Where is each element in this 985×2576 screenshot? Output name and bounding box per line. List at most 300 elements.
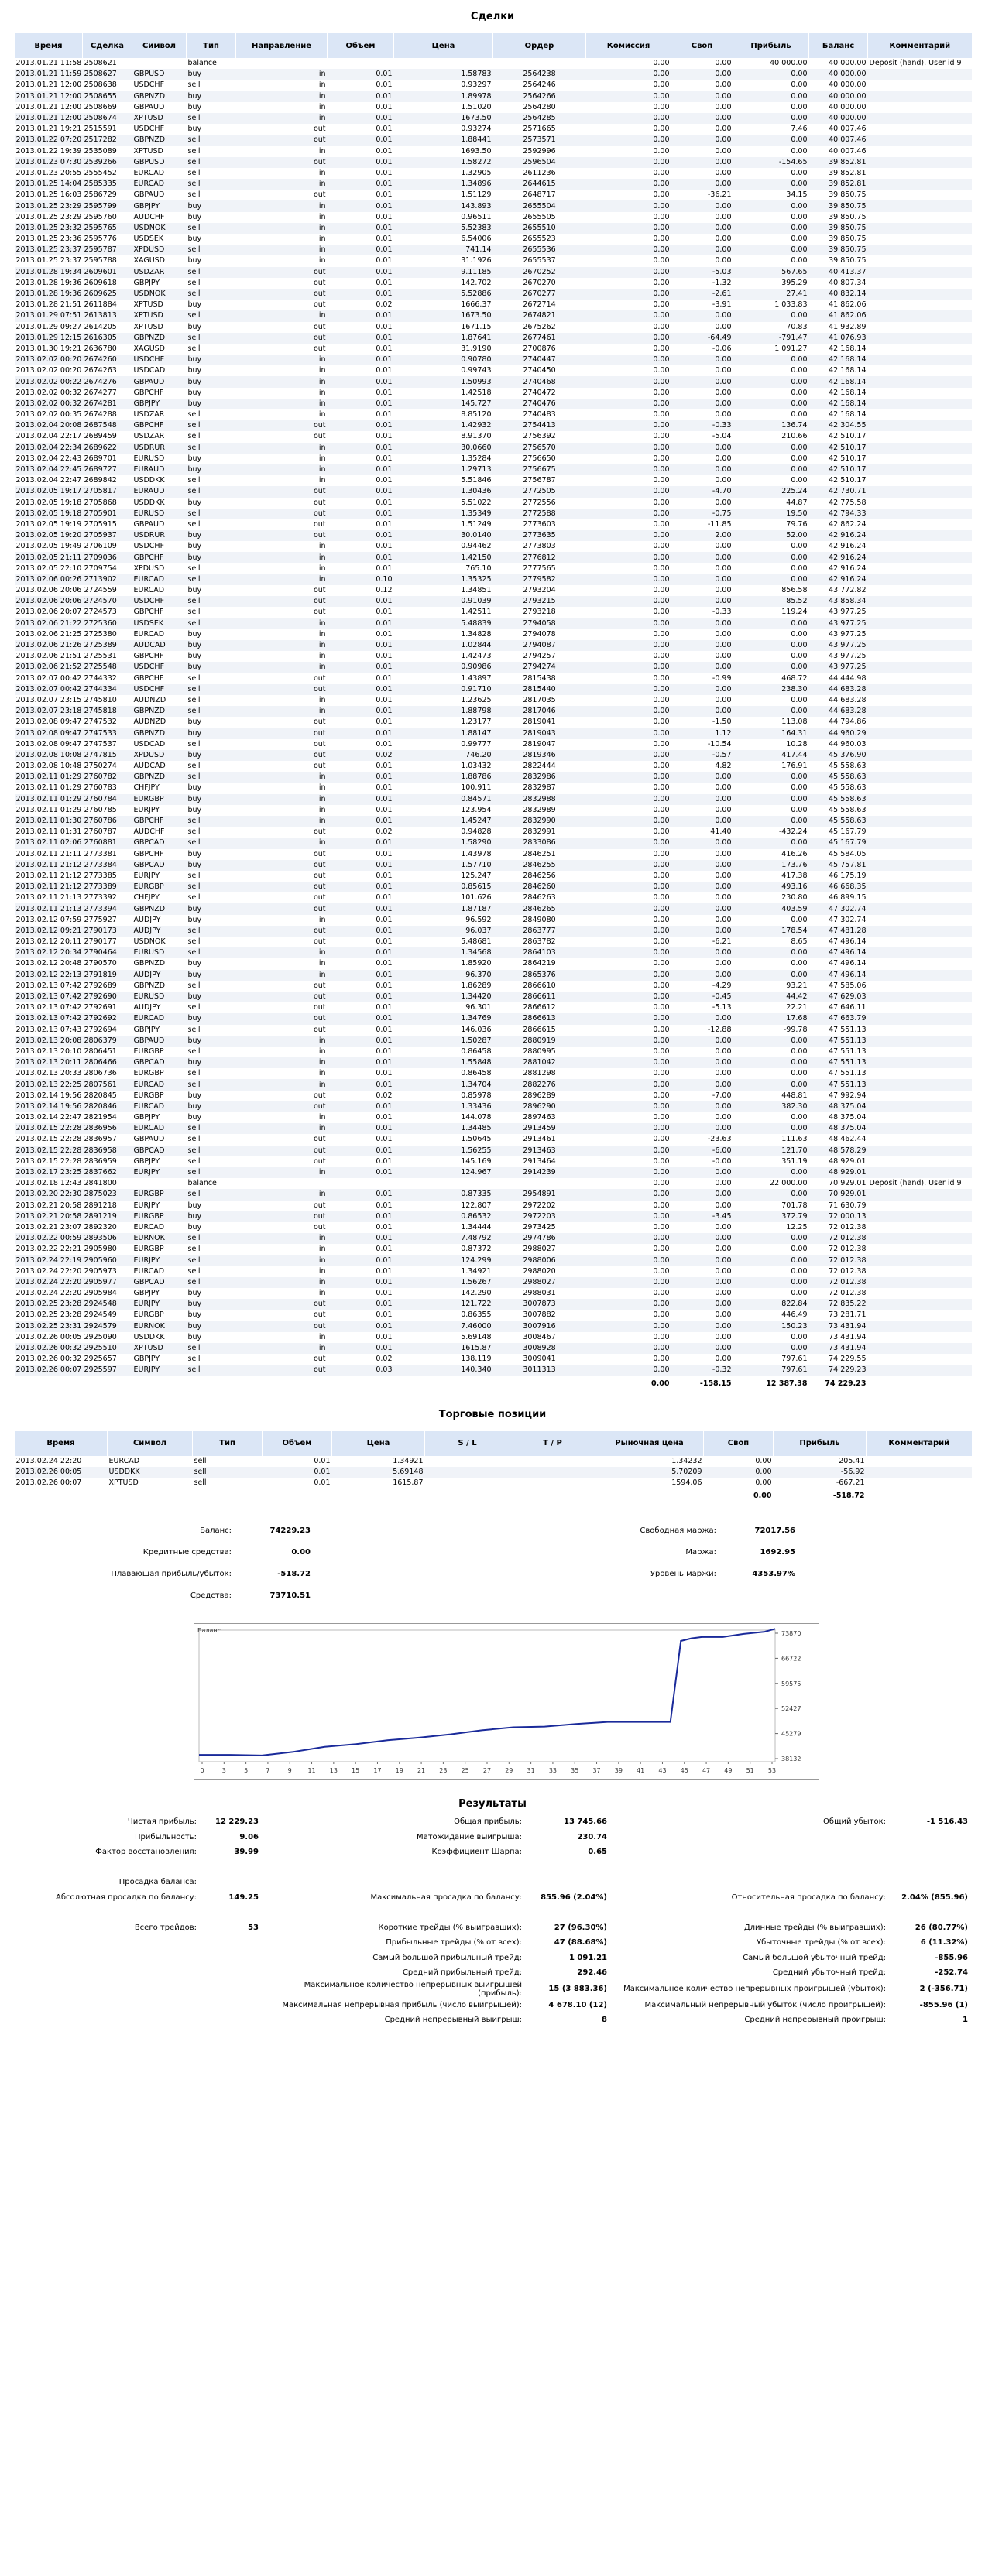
deal-cell: 0.00	[733, 970, 809, 981]
deal-cell: in	[236, 970, 328, 981]
deal-cell: 2689622	[83, 443, 132, 454]
deal-cell: EURJPY	[132, 1167, 187, 1178]
deal-cell	[868, 168, 972, 179]
deal-cell: 72 012.38	[809, 1255, 868, 1266]
deal-cell: 2508655	[83, 91, 132, 102]
deal-cell: 2866615	[523, 1025, 556, 1034]
deals-col-header[interactable]: Цена	[394, 33, 493, 58]
deals-col-header[interactable]: Прибыль	[733, 33, 809, 58]
deal-cell: 3007882	[523, 1310, 556, 1320]
results-label	[14, 2012, 200, 2028]
deal-cell: sell	[187, 1189, 236, 1200]
deal-row	[15, 255, 972, 266]
deal-row	[15, 267, 972, 278]
deal-cell: 73 431.94	[829, 1332, 867, 1341]
positions-col-header[interactable]: Объем	[263, 1431, 332, 1456]
deal-cell: sell	[187, 684, 236, 695]
deal-cell: 0.01	[376, 805, 393, 814]
deal-cell: 0.00	[733, 838, 809, 848]
deal-cell: 34.15	[786, 190, 808, 200]
deal-cell	[868, 486, 972, 497]
deal-cell	[868, 673, 972, 684]
results-label: Максимальное количество непрерывных проигрышей (убыток):	[623, 1985, 886, 1994]
deal-cell: EURCAD	[132, 1101, 187, 1112]
deal-cell: EURAUD	[132, 486, 187, 497]
deal-cell: in	[236, 223, 328, 234]
deal-cell: 1.34485	[394, 1123, 493, 1134]
margin-value: 1692.95	[760, 1547, 795, 1557]
deal-cell: 0.01	[376, 519, 393, 529]
deal-cell: buy	[187, 805, 202, 814]
deal-cell: XPTUSD	[132, 113, 187, 124]
deal-cell: EURGBP	[133, 1069, 164, 1078]
positions-col-header[interactable]: Символ	[108, 1431, 193, 1456]
deal-cell: 2013.02.15 22:28	[15, 1135, 82, 1144]
deal-cell: 2744332	[84, 673, 117, 683]
deals-total-commission: 0.00	[586, 1376, 671, 1392]
deal-row	[15, 1178, 972, 1189]
deal-row	[15, 871, 972, 882]
position-row	[15, 1467, 972, 1478]
deal-cell: sell	[187, 157, 236, 168]
deal-row	[15, 838, 972, 848]
deals-col-header[interactable]: Тип	[187, 33, 236, 58]
deal-cell: out	[236, 1365, 328, 1375]
deal-cell: buy	[187, 300, 202, 310]
deal-cell: 0.93297	[461, 80, 492, 90]
positions-col-header[interactable]: Прибыль	[774, 1431, 867, 1456]
deal-cell: 0.00	[671, 1013, 733, 1024]
deal-cell: 4.82	[715, 762, 732, 771]
deal-cell: buy	[187, 1332, 202, 1341]
deal-cell: 0.01	[376, 1201, 393, 1210]
deal-cell: AUDCAD	[133, 762, 166, 771]
deal-cell: 0.01	[376, 256, 393, 265]
deal-cell: 22 000.00	[770, 1179, 808, 1188]
deal-cell: USDNOK	[132, 223, 187, 234]
deal-cell: 3008467	[523, 1332, 556, 1341]
deal-cell: buy	[187, 1201, 202, 1210]
positions-col-header[interactable]: S / L	[425, 1431, 510, 1456]
deal-cell: buy	[187, 1013, 236, 1024]
deal-cell: 0.00	[653, 1266, 670, 1276]
deal-cell: 2674281	[83, 399, 132, 409]
deals-col-header[interactable]: Комиссия	[586, 33, 671, 58]
deal-cell: out	[313, 608, 326, 617]
deal-cell: 2819043	[493, 728, 586, 738]
deals-col-header[interactable]: Ордер	[493, 33, 586, 58]
deals-col-header[interactable]: Направление	[236, 33, 328, 58]
deal-cell: 0.00	[653, 344, 670, 353]
deal-cell: 2013.02.02 00:35	[15, 410, 82, 420]
x-tick-label: 47	[702, 1767, 711, 1775]
deal-cell: 2760783	[84, 783, 117, 793]
results-row	[14, 1860, 971, 1875]
deal-cell: in	[318, 235, 326, 244]
deal-cell: -0.57	[671, 750, 733, 761]
deal-row	[15, 102, 972, 113]
deal-cell: 0.00	[791, 1069, 808, 1078]
deal-cell: Deposit (hand). User id 9	[869, 1179, 962, 1188]
results-value: 2 (-356.71)	[919, 1985, 968, 1994]
deal-cell	[868, 322, 972, 333]
deal-cell: 0.01	[328, 355, 394, 365]
deal-cell: 2013.02.04 22:17	[15, 432, 82, 441]
deal-cell: 39 850.75	[829, 235, 867, 244]
deal-cell: GBPCHF	[132, 552, 187, 563]
deal-cell: EURJPY	[132, 1299, 187, 1310]
deal-cell: 0.00	[586, 882, 671, 892]
deal-cell: 0.00	[733, 1123, 809, 1134]
deal-cell: 0.01	[328, 376, 394, 387]
deal-cell: 2508674	[83, 113, 132, 124]
x-tick-label: 45	[680, 1767, 688, 1775]
deal-cell: 2636780	[84, 344, 117, 353]
deal-cell: 0.00	[653, 893, 670, 903]
deal-cell: sell	[187, 344, 201, 353]
deal-row	[15, 212, 972, 223]
position-cell: 0.01	[314, 1456, 331, 1465]
deal-cell: 1.86289	[461, 981, 492, 990]
positions-col-header[interactable]: Тип	[193, 1431, 263, 1456]
deal-cell: 2013.01.29 12:15	[15, 333, 83, 344]
deal-cell: sell	[187, 278, 201, 287]
deals-col-header[interactable]: Время	[15, 33, 83, 58]
deal-row	[15, 1002, 972, 1013]
deal-cell	[868, 903, 972, 914]
deal-cell: 73 281.71	[829, 1310, 867, 1320]
deal-row	[15, 1025, 972, 1036]
deal-cell: 2705817	[83, 486, 132, 497]
deal-cell: buy	[187, 992, 236, 1002]
deal-cell: 2613813	[83, 310, 132, 321]
positions-col-header[interactable]: Время	[15, 1431, 108, 1456]
deal-cell: 0.00	[586, 1057, 671, 1068]
y-tick-label: 52427	[781, 1705, 801, 1713]
deal-cell: USDZAR	[133, 432, 165, 441]
deal-cell: 2896289	[523, 1091, 556, 1100]
deal-cell: 2773603	[523, 519, 556, 529]
deal-cell: 1.42518	[461, 388, 492, 397]
deal-row	[15, 530, 972, 541]
deal-cell: 2013.01.30 19:21	[15, 344, 82, 353]
deal-row	[15, 816, 972, 827]
deal-cell: 2896290	[493, 1101, 586, 1112]
deal-row	[15, 1046, 972, 1057]
deal-cell: 0.00	[791, 805, 808, 814]
position-cell	[510, 1456, 595, 1467]
deal-cell: sell	[187, 1025, 201, 1034]
deal-cell: 0.00	[791, 146, 808, 156]
deal-cell: 2013.02.05 19:18	[15, 509, 83, 519]
deal-cell: 0.85978	[461, 1091, 492, 1100]
deal-cell	[868, 783, 972, 793]
deals-col-header[interactable]: Сделка	[83, 33, 132, 58]
deal-cell: 0.00	[586, 509, 671, 519]
deal-cell: 2875023	[83, 1189, 132, 1200]
deal-cell: -0.45	[671, 992, 733, 1002]
deal-cell: 42 168.14	[809, 376, 868, 387]
results-row	[14, 1814, 971, 1830]
results-label: Максимальное количество непрерывных выигрышей (прибыль):	[304, 1980, 522, 1998]
deal-cell	[868, 1013, 972, 1024]
deal-cell	[328, 58, 394, 69]
deal-row	[15, 673, 972, 684]
deal-cell: sell	[187, 981, 201, 990]
deal-cell: buy	[187, 1057, 236, 1068]
results-value: 6 (11.32%)	[920, 1938, 968, 1947]
deal-cell: buy	[187, 728, 236, 738]
deal-cell: buy	[187, 91, 236, 102]
deal-cell: 1.23625	[461, 695, 492, 704]
deal-cell: 30.0140	[394, 530, 493, 541]
deal-cell: 0.01	[376, 190, 393, 200]
deal-cell: 47 646.11	[829, 1003, 867, 1012]
deal-cell: 2013.02.22 00:59	[15, 1233, 83, 1244]
deal-cell: EURJPY	[133, 1201, 160, 1210]
deal-cell: out	[313, 718, 326, 727]
deal-cell: sell	[187, 608, 201, 617]
results-value: 15 (3 883.36)	[548, 1985, 607, 1994]
deal-cell	[868, 629, 972, 640]
deal-cell	[868, 838, 972, 848]
deal-cell: 39 850.75	[829, 190, 867, 200]
results-value	[889, 1845, 971, 1860]
deal-cell: 0.01	[328, 794, 394, 805]
deal-cell: 0.00	[586, 333, 671, 344]
deal-cell: 0.01	[376, 454, 393, 463]
deals-col-header[interactable]: Символ	[132, 33, 187, 58]
deal-cell: 0.00	[653, 739, 670, 748]
deal-cell: sell	[187, 926, 236, 937]
deal-cell: 0.00	[733, 355, 809, 365]
deal-cell: 2756650	[523, 454, 556, 463]
positions-col-header[interactable]: Цена	[332, 1431, 425, 1456]
deal-cell: 0.01	[376, 915, 393, 924]
deal-cell: 0.00	[733, 179, 809, 190]
deal-cell: GBPNZD	[132, 91, 187, 102]
deal-cell: in	[236, 113, 328, 124]
deal-cell: 2849080	[523, 915, 556, 924]
deal-cell: EURJPY	[132, 1255, 187, 1266]
positions-col-header[interactable]: Рыночная цена	[595, 1431, 704, 1456]
results-label: Самый большой прибыльный трейд:	[372, 1953, 522, 1962]
deal-cell: 2905960	[83, 1255, 132, 1266]
deal-cell: in	[236, 947, 328, 958]
deal-cell: 0.00	[653, 1355, 670, 1364]
deals-col-header[interactable]: Своп	[671, 33, 733, 58]
deal-cell: 2756570	[493, 443, 586, 454]
deal-cell: 2988031	[523, 1289, 556, 1298]
results-value	[200, 1860, 262, 1875]
deal-cell: 2891219	[83, 1211, 132, 1222]
deal-cell: USDRUR	[132, 530, 187, 541]
deal-cell: buy	[187, 256, 202, 265]
deal-cell: 2013.02.14 22:47	[15, 1113, 82, 1122]
deal-cell: 0.00	[671, 69, 733, 80]
position-cell: 0.01	[263, 1467, 332, 1478]
deal-cell: 44.87	[786, 498, 808, 507]
deal-cell: XPDUSD	[132, 750, 187, 761]
deal-cell	[868, 958, 972, 969]
deal-cell: 0.00	[586, 1036, 671, 1046]
deal-cell: 0.00	[715, 102, 732, 111]
positions-col-header[interactable]: Комментарий	[867, 1431, 972, 1456]
results-title: Результаты	[458, 1798, 527, 1810]
deal-row	[15, 124, 972, 135]
deal-cell: 47 551.13	[829, 1025, 867, 1034]
deal-cell: sell	[187, 772, 236, 783]
deal-cell: 0.00	[653, 125, 670, 134]
deal-cell: 2013.02.15 22:28	[15, 1156, 82, 1166]
deal-row	[15, 915, 972, 926]
deal-cell: 2013.01.25 23:29	[15, 212, 82, 221]
results-label: Абсолютная просадка по балансу:	[56, 1893, 197, 1902]
deal-cell: 0.00	[586, 376, 671, 387]
deal-cell: sell	[187, 432, 201, 441]
deal-cell: GBPUSD	[132, 69, 187, 80]
deal-cell: 0.00	[653, 1245, 670, 1254]
deal-row	[15, 1310, 972, 1321]
deal-cell: USDZAR	[132, 267, 187, 278]
deal-cell: 2687548	[83, 420, 132, 431]
deal-cell: EURCAD	[132, 179, 187, 190]
deal-cell: 0.00	[586, 135, 671, 146]
deal-cell: 0.94462	[461, 542, 492, 551]
deal-cell: 2655523	[523, 235, 556, 244]
deal-cell	[868, 662, 972, 673]
results-label: Короткие трейды (% выигравших):	[378, 1923, 522, 1932]
positions-col-header[interactable]: Своп	[704, 1431, 774, 1456]
results-row	[14, 1905, 971, 1920]
deal-cell	[868, 564, 972, 574]
deal-cell: 0.01	[376, 629, 393, 639]
deal-cell: 0.00	[733, 1036, 809, 1046]
deals-col-header[interactable]: Баланс	[809, 33, 868, 58]
deal-cell: out	[236, 926, 328, 937]
deal-cell: 0.00	[653, 190, 670, 200]
deal-cell: 1673.50	[394, 310, 493, 321]
deal-cell: 2013.01.29 09:27	[15, 322, 82, 331]
deal-cell: XPTUSD	[133, 322, 163, 331]
deal-cell: 417.38	[781, 871, 808, 880]
deal-cell: sell	[187, 564, 201, 573]
deal-cell: 0.00	[791, 1113, 808, 1122]
results-label	[610, 1875, 889, 1890]
deal-cell: 0.00	[791, 783, 808, 793]
deal-cell: 2013.02.11 21:13	[15, 903, 83, 914]
deal-cell: 2760786	[83, 816, 132, 827]
results-label: Максимальная непрерывная прибыль (число выигрышей):	[282, 2000, 522, 2009]
deals-col-header[interactable]: Комментарий	[868, 33, 972, 58]
deal-row	[15, 1079, 972, 1090]
deal-cell: sell	[187, 80, 201, 90]
deal-cell: GBPNZD	[133, 981, 166, 990]
deal-cell: 2013.02.13 07:42	[15, 1003, 82, 1012]
free-margin-value: 72017.56	[754, 1526, 795, 1535]
deal-cell: 44.42	[733, 992, 809, 1002]
deal-cell: 41 862.06	[829, 300, 867, 310]
deal-cell: 0.01	[328, 772, 394, 783]
deal-cell: out	[236, 135, 328, 146]
deal-cell: 2807561	[83, 1079, 132, 1090]
deal-cell: 2564246	[523, 80, 556, 90]
deal-cell: 2013.01.25 23:29	[15, 200, 83, 211]
results-row	[14, 1998, 971, 2013]
deal-cell: USDCHF	[132, 662, 187, 673]
deal-cell: 2821954	[84, 1113, 117, 1122]
deal-cell	[868, 212, 972, 223]
deal-cell: 2013.02.13 07:42	[15, 1013, 83, 1024]
deal-cell: 2672714	[523, 300, 556, 310]
deal-cell: 2609625	[83, 289, 132, 300]
deals-col-header[interactable]: Объем	[328, 33, 394, 58]
deal-cell: 47 496.14	[829, 937, 867, 947]
deal-cell: buy	[187, 454, 202, 463]
deal-cell	[868, 750, 972, 761]
deal-cell: 2740483	[523, 410, 556, 420]
deal-cell: 0.00	[653, 80, 670, 90]
deal-cell	[868, 146, 972, 157]
deal-cell: CHFJPY	[133, 893, 160, 903]
deal-cell: 0.01	[328, 509, 394, 519]
deal-cell: 48 375.04	[809, 1101, 868, 1112]
deal-cell: 2819047	[523, 739, 556, 748]
deal-cell: 0.00	[653, 366, 670, 375]
deal-cell	[394, 1178, 493, 1189]
deal-cell: 6.54006	[461, 235, 492, 244]
results-value: -252.74	[935, 1968, 968, 1978]
deal-cell: 2846255	[493, 860, 586, 871]
deal-cell: 72 012.38	[809, 1233, 868, 1244]
deal-row	[15, 454, 972, 464]
deal-cell	[868, 585, 972, 596]
deal-cell: 2013.02.05 21:11	[15, 552, 83, 563]
deal-cell: 0.01	[376, 871, 393, 880]
positions-col-header[interactable]: T / P	[510, 1431, 595, 1456]
deal-cell: USDDKK	[133, 1332, 165, 1341]
deal-cell: 2905977	[83, 1277, 132, 1288]
deal-row	[15, 333, 972, 344]
deal-cell: buy	[187, 552, 236, 563]
deal-cell: 0.00	[715, 1179, 732, 1188]
results-label: Максимальный непрерывный убыток (число проигрышей):	[644, 2000, 886, 2009]
deal-cell: balance	[187, 59, 217, 68]
deal-cell: 150.23	[733, 1321, 809, 1332]
deal-cell: 0.00	[653, 432, 670, 441]
deal-cell: 144.078	[461, 1113, 492, 1122]
deal-cell: 0.00	[715, 1069, 732, 1078]
deal-cell: 45 167.79	[809, 838, 868, 848]
deal-cell: 1.03432	[461, 762, 492, 771]
results-value	[200, 1905, 262, 1920]
deal-cell	[868, 1079, 972, 1090]
deal-cell: 0.00	[671, 1057, 733, 1068]
deal-cell: 2689459	[84, 432, 117, 441]
deal-cell: in	[236, 1057, 328, 1068]
deal-cell: 2773384	[83, 860, 132, 871]
deal-cell: 3007873	[493, 1299, 586, 1310]
deal-cell: USDRUR	[132, 443, 187, 454]
deal-cell	[868, 1068, 972, 1079]
deal-row	[15, 245, 972, 255]
deal-cell: 2013.01.21 11:59	[15, 69, 83, 80]
deal-cell: 2013.01.21 12:00	[15, 91, 83, 102]
deal-cell: 12.25	[786, 1222, 808, 1231]
deal-cell: -11.85	[707, 519, 732, 529]
deal-cell: 2013.02.05 19:49	[15, 542, 82, 551]
deal-cell: AUDCHF	[133, 212, 165, 221]
